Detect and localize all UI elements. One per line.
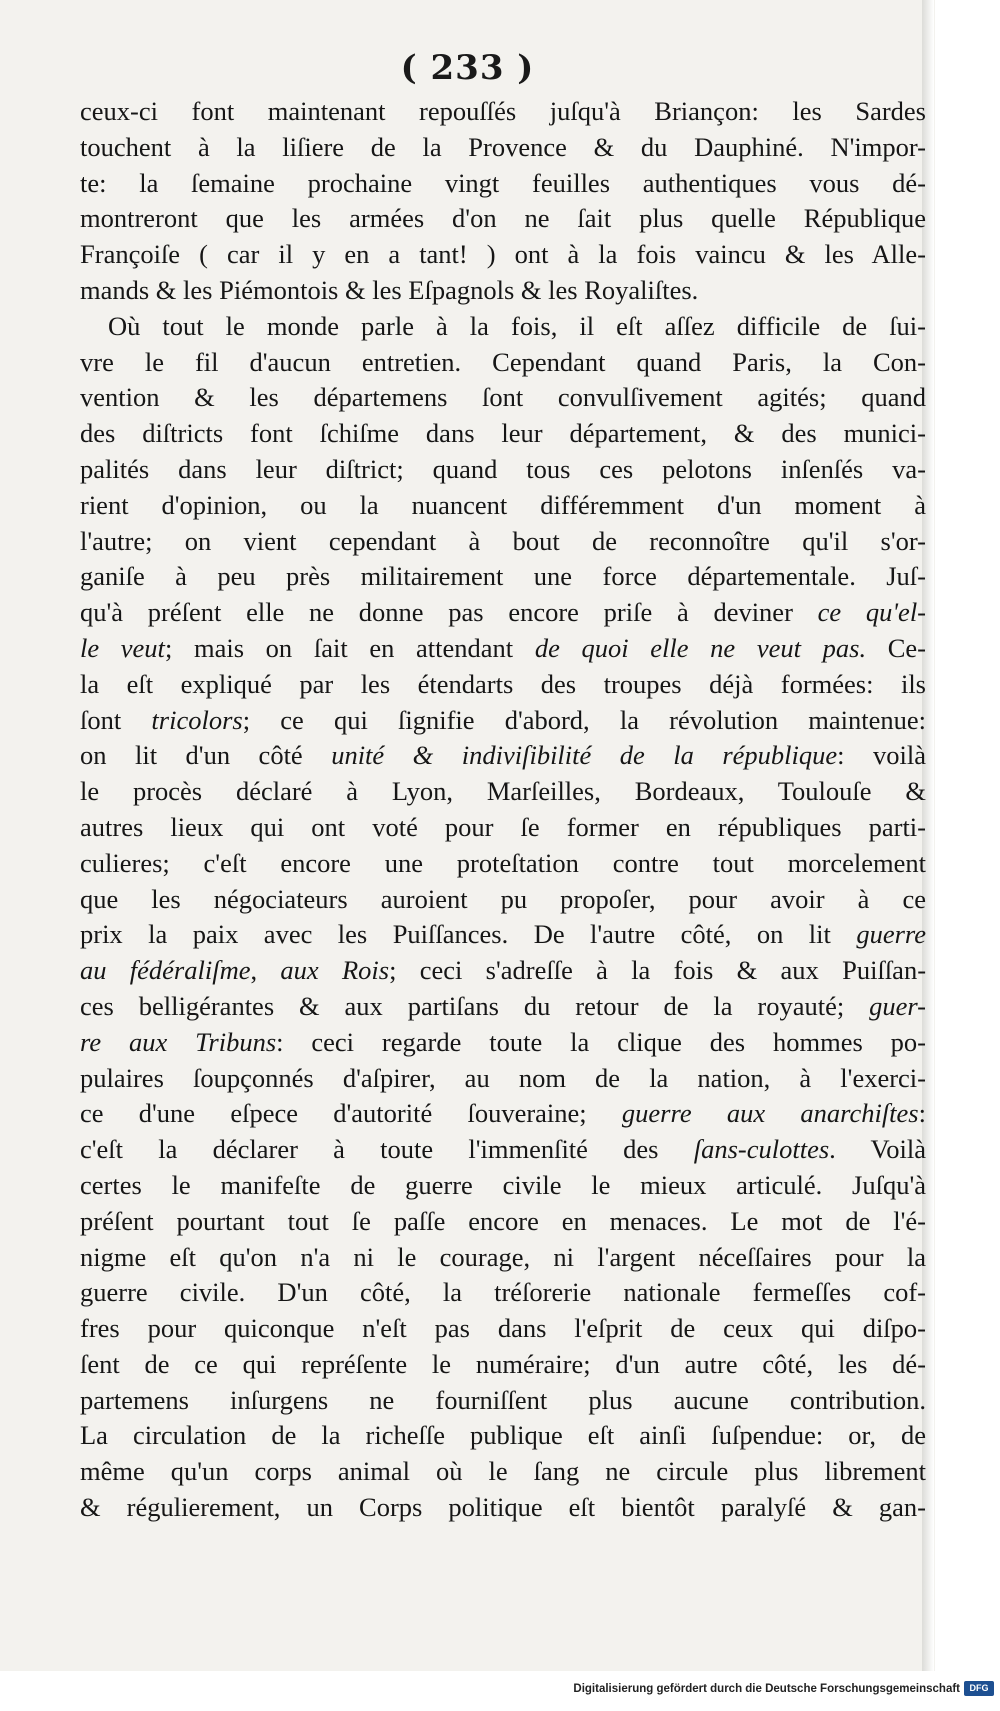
digitization-footer	[0, 1671, 1000, 1711]
text-run: La circulation de la richeſſe publique eſt ainſi ſuſpendue: or, de	[80, 1420, 926, 1451]
text-run: la eſt expliqué par les étendarts des troupes déjà formées: ils	[80, 668, 926, 699]
italic-text-run: aux Rois	[280, 955, 390, 986]
text-line	[80, 846, 926, 882]
text-line	[80, 345, 926, 381]
dfg-logo: DFG	[964, 1681, 994, 1696]
text-run: préſent pourtant tout ſe paſſe encore en menaces. Le mot de l'é-	[80, 1205, 926, 1236]
text-run: c'eſt la déclarer à toute l'immenſité des	[80, 1134, 694, 1165]
italic-text-run: ce qu'el-	[817, 597, 927, 628]
text-line	[80, 1311, 926, 1347]
text-run: autres lieux qui ont voté pour ſe former en républiques parti-	[80, 811, 926, 842]
text-run: même qu'un corps animal où le ſang ne circule plus librement	[80, 1456, 926, 1487]
text-line	[80, 309, 926, 345]
text-line	[80, 130, 926, 166]
text-run: vention & les départemens ſont convulſivement agités; quand	[80, 382, 926, 413]
text-run: te: la ſemaine prochaine vingt feuilles authentiques vous dé-	[80, 167, 926, 198]
text-line	[80, 1096, 926, 1132]
text-run: . Voilà	[829, 1134, 926, 1165]
text-line	[80, 1418, 926, 1454]
text-run: nigme eſt qu'on n'a ni le courage, ni l'argent néceſſaires pour la	[80, 1241, 926, 1272]
text-run: ſont	[80, 704, 152, 735]
text-line	[80, 1454, 926, 1490]
text-run: le procès déclaré à Lyon, Marſeilles, Bordeaux, Toulouſe &	[80, 776, 926, 807]
text-run: palités dans leur diſtrict; quand tous ces pelotons inſenſés va-	[80, 453, 926, 484]
text-run: montreront que les armées d'on ne ſait plus quelle République	[80, 203, 926, 234]
text-run: & régulierement, un Corps politique eſt bientôt paralyſé & gan-	[80, 1492, 926, 1523]
text-line	[80, 524, 926, 560]
text-line	[80, 1240, 926, 1276]
italic-text-run: guer-	[869, 990, 926, 1021]
italic-text-run: re aux Tribuns	[80, 1026, 277, 1057]
text-run: : voilà	[837, 740, 927, 771]
text-run: Où tout le monde parle à la fois, il eſt aſſez difficile de ſui-	[108, 310, 926, 341]
text-run: Ce-	[866, 632, 927, 663]
text-run: :	[918, 1098, 926, 1129]
text-line	[80, 703, 926, 739]
text-line	[80, 1383, 926, 1419]
text-run: que les négociateurs auroient pu propoſer, pour avoir à ce	[80, 883, 926, 914]
text-line	[80, 882, 926, 918]
text-run: : ceci regarde toute la clique des hommes po-	[276, 1026, 926, 1057]
text-line	[80, 774, 926, 810]
body-text	[80, 94, 926, 1526]
text-line	[80, 488, 926, 524]
text-line	[80, 94, 926, 130]
italic-text-run: guerre	[856, 919, 926, 950]
text-line	[80, 1132, 926, 1168]
text-run: ceux-ci font maintenant repouſſés juſqu'à Briançon: les Sardes	[80, 96, 926, 126]
text-run: vre le fil d'aucun entretien. Cependant quand Paris, la Con-	[80, 346, 926, 377]
text-line	[80, 201, 926, 237]
text-line	[80, 953, 926, 989]
text-line	[80, 1490, 926, 1526]
italic-text-run: ſans-culottes	[693, 1134, 830, 1165]
text-run: ,	[250, 955, 281, 986]
italic-text-run: guerre aux anarchiſtes	[621, 1098, 919, 1129]
text-run: on lit d'un côté	[80, 740, 332, 771]
text-run: guerre civile. D'un côté, la tréſorerie nationale fermeſſes cof-	[80, 1277, 926, 1308]
text-line	[80, 989, 926, 1025]
text-run: ſent de ce qui repréſente le numéraire; d'un autre côté, les dé-	[80, 1348, 926, 1379]
text-line	[80, 1061, 926, 1097]
text-line	[80, 166, 926, 202]
italic-text-run: de quoi elle ne veut pas.	[534, 632, 867, 663]
text-line	[80, 738, 926, 774]
text-line	[80, 380, 926, 416]
text-line	[80, 631, 926, 667]
text-line	[80, 1025, 926, 1061]
text-line	[80, 416, 926, 452]
text-run: certes le manifeſte de guerre civile le mieux articulé. Juſqu'à	[80, 1169, 926, 1200]
text-run: ces belligérantes & aux partiſans du retour de la royauté;	[80, 990, 870, 1021]
text-run: culieres; c'eſt encore une proteſtation contre tout morcelement	[80, 847, 926, 878]
text-line	[80, 810, 926, 846]
text-line	[80, 452, 926, 488]
text-line	[80, 1204, 926, 1240]
italic-text-run: au fédéraliſme	[80, 955, 251, 986]
italic-text-run: unité & indiviſibilité de la république	[331, 740, 838, 771]
funding-credit: Digitalisierung gefördert durch die Deutsche Forschungsgemeinschaft	[573, 1683, 960, 1695]
italic-text-run: tricolors	[151, 704, 243, 735]
text-line	[80, 667, 926, 703]
text-run: ; ce qui ſignifie d'abord, la révolution maintenue:	[242, 704, 926, 735]
text-run: partemens inſurgens ne fourniſſent plus aucune contribution.	[80, 1384, 926, 1415]
text-run: Françoiſe ( car il y en a tant! ) ont à la fois vaincu & les Alle-	[80, 239, 926, 270]
text-line	[80, 1347, 926, 1383]
text-run: ganiſe à peu près militairement une force départementale. Juſ-	[80, 561, 926, 592]
text-run: pulaires ſoupçonnés d'aſpirer, au nom de la nation, à l'exerci-	[80, 1062, 926, 1093]
text-run: rient d'opinion, ou la nuancent différemment d'un moment à	[80, 489, 926, 520]
text-run: qu'à préſent elle ne donne pas encore priſe à deviner	[80, 597, 818, 628]
text-line	[80, 237, 926, 273]
text-line	[80, 559, 926, 595]
page-number: ( 233 )	[400, 48, 535, 88]
text-run: l'autre; on vient cependant à bout de reconnoître qu'il s'or-	[80, 525, 926, 556]
text-line	[80, 1168, 926, 1204]
text-run: fres pour quiconque n'eſt pas dans l'eſprit de ceux qui diſpo-	[80, 1313, 926, 1344]
text-line	[80, 1275, 926, 1311]
italic-text-run: le veut	[80, 632, 165, 663]
text-run: prix la paix avec les Puiſſances. De l'autre côté, on lit	[80, 919, 857, 950]
text-run: ; ceci s'adreſſe à la fois & aux Puiſſan-	[389, 955, 927, 986]
text-run: touchent à la liſiere de la Provence & du Dauphiné. N'impor-	[80, 131, 926, 162]
text-line	[80, 595, 926, 631]
text-line	[80, 917, 926, 953]
text-run: mands & les Piémontois & les Eſpagnols & les Royaliſtes.	[80, 274, 699, 305]
text-run: ce d'une eſpece d'autorité ſouveraine;	[80, 1098, 622, 1129]
text-run: ; mais on ſait en attendant	[164, 632, 535, 663]
text-line	[80, 273, 926, 309]
text-run: des diſtricts font ſchiſme dans leur département, & des munici-	[80, 418, 926, 449]
